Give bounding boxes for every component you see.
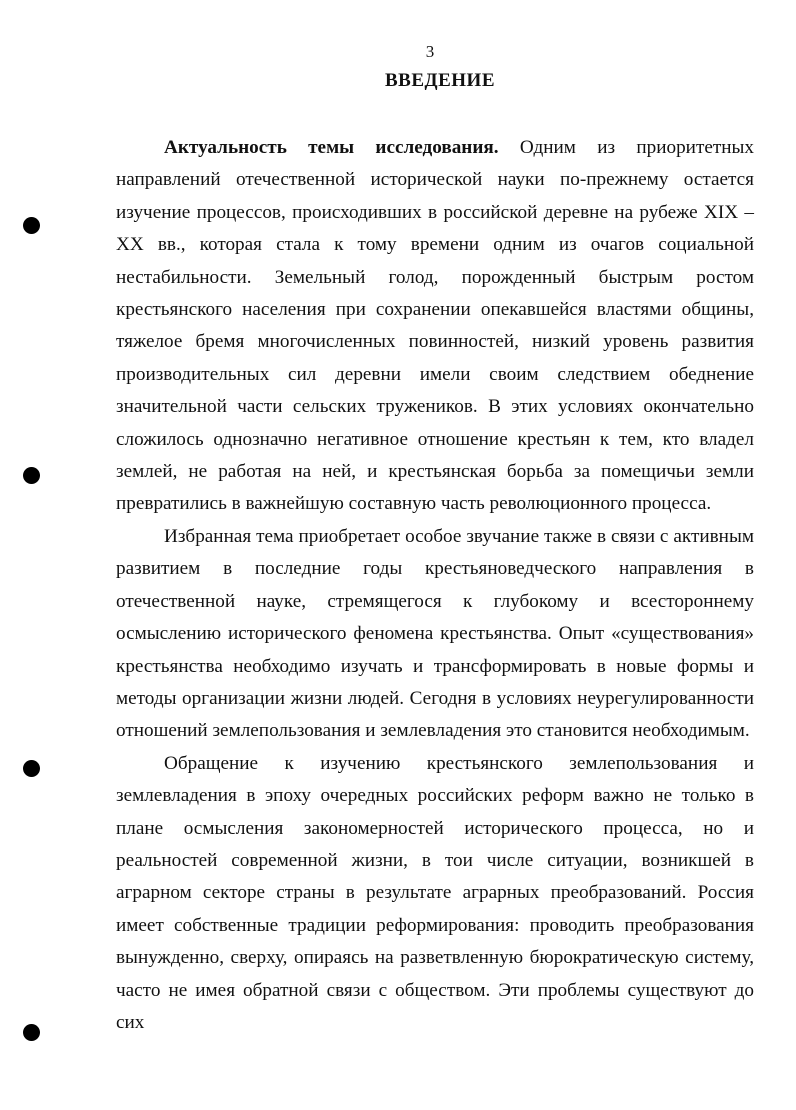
page-number: 3: [425, 42, 435, 61]
paragraph-lead: Актуальность темы исследования.: [164, 137, 499, 158]
body-text: [116, 132, 754, 1039]
paragraph-topic: Избранная тема приобретает особое звучание также в связи с активным развитием в последние годы крестьяноведческого направления в отечественной науке, стремящегося к глубокому и всестороннему осмыслению исторического феномена крестьянства. Опыт «существования» крестьянства необходимо изучать и трансформировать в новые формы и методы организации жизни людей. Сегодня в условиях неурегулированности отношений землепользования и землевладения это становится необходимым.: [116, 525, 754, 742]
paragraph-reforms: Обращение к изучению крестьянского землепользования и землевладения в эпоху очередных российских реформ важно не только в плане осмысления закономерностей исторического процесса, но и реальностей современной жизни, в тои числе ситуации, возникшей в аграрном секторе страны в результате аграрных преобразований. Россия имеет собственные традиции реформирования: проводить преобразования вынужденно, сверху, опираясь на разветвленную бюрократическую систему, часто не имея обратной связи с обществом. Эти проблемы существуют до сих: [116, 752, 754, 1033]
paragraph-relevance: [116, 132, 754, 521]
binder-hole-mark: [23, 217, 40, 234]
binder-hole-mark: [23, 467, 40, 484]
binder-hole-mark: [23, 1024, 40, 1041]
binder-hole-mark: [23, 760, 40, 777]
section-heading: ВВЕДЕНИЕ: [385, 70, 495, 91]
paragraph-text: Одним из приоритетных направлений отечественной исторической науки по-прежнему остается изучение процессов, происходивших в российской деревне на рубеже XIX – XX вв., которая стала к тому времени одним из очагов социальной нестабильности. Земельный голод, порожденный быстрым ростом крестьянского населения при сохранении опекавшейся властями общины, тяжелое бремя многочисленных повинностей, низкий уровень развития производительных сил деревни имели своим следствием обеднение значительной части сельских тружеников. В этих условиях окончательно сложилось однозначно негативное отношение крестьян к тем, кто владел землей, не работая на ней, и крестьянская борьба за помещичьи земли превратились в важнейшую составную часть революционного процесса.: [116, 137, 754, 515]
